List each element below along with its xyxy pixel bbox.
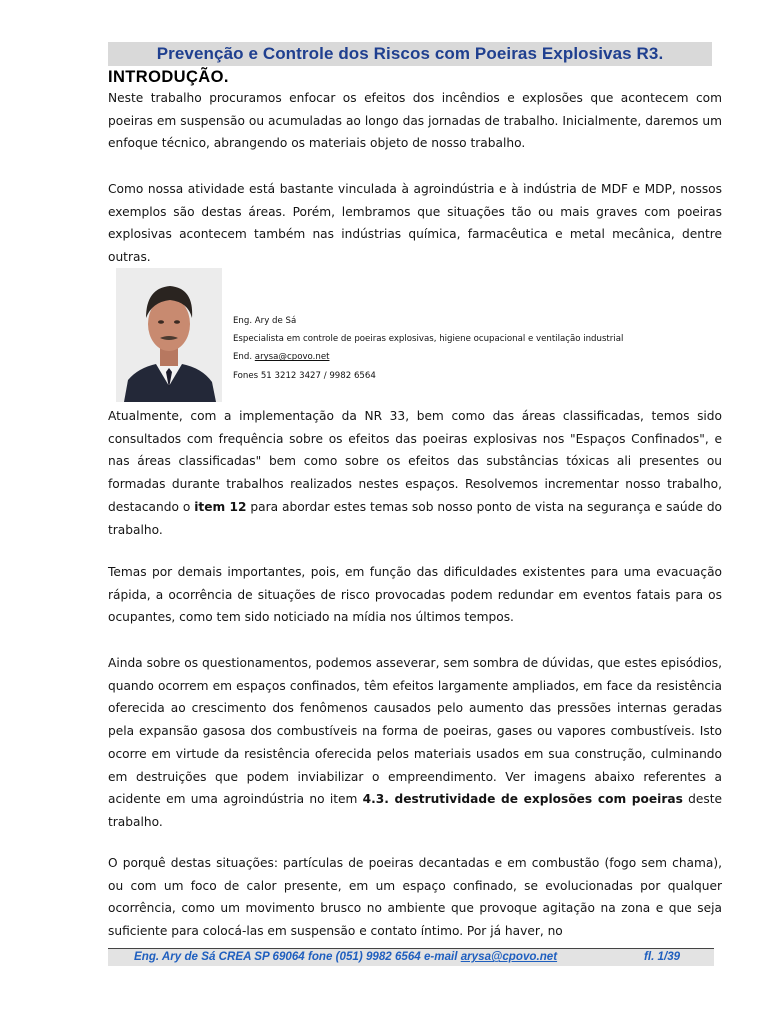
paragraph-intro: Neste trabalho procuramos enfocar os efeitos dos incêndios e explosões que acontecem com poeiras em suspensão ou acumuladas ao longo das jornadas de trabalho. Inicialmente, daremos um enfoque técnico, abrangendo os materiais objeto de nosso trabalho. <box>108 91 722 151</box>
paragraph-nr33-text: Atualmente, com a implementação da NR 33, bem como das áreas classificadas, temos sido consultados com frequência sobre os efeitos das poeiras explosivas nos "Espaços Confinados", e nas áreas classificadas" bem como sobre os efeitos das substâncias tóxicas ali presentes ou formadas durante trabalhos realizados nestes espaços. Resolvemos incrementar nosso trabalho, destacando o <box>108 409 722 514</box>
footer-text <box>134 950 557 963</box>
author-email-row <box>233 348 623 366</box>
author-email-link[interactable]: arysa@cpovo.net <box>254 352 330 363</box>
paragraph-nr33-text-end: para abordar estes temas sob nosso ponto de vista na segurança e saúde do trabalho. <box>108 499 723 537</box>
item-12-highlight: item 12 <box>194 499 247 514</box>
paragraph-themes: Temas por demais importantes, pois, em função das dificuldades existentes para uma evacuação rápida, a ocorrência de situações de risco provocadas podem redundar em eventos fatais para os ocupantes, como tem sido noticiado na mídia nos últimos tempos. <box>108 565 722 625</box>
footer-email-link[interactable]: arysa@cpovo.net <box>460 950 558 963</box>
item-4-3-highlight: 4.3. destrutividade de explosões com poeiras <box>362 792 683 807</box>
author-info <box>233 312 623 385</box>
author-photo <box>116 268 222 402</box>
paragraph-questions-text-end: deste trabalho. <box>108 792 722 829</box>
paragraph-nr33 <box>108 405 722 541</box>
author-specialty: Especialista em controle de poeiras explosivas, higiene ocupacional e ventilação industrial <box>233 334 624 345</box>
paragraph-activity: Como nossa atividade está bastante vinculada à agroindústria e à indústria de MDF e MDP, nossos exemplos são destas áreas. Porém, lembramos que situações tão ou mais graves com poeiras explosivas acontecem também nas indústrias química, farmacêutica e metal mecânica, dentre outras. <box>108 182 722 265</box>
author-name: Eng. Ary de Sá <box>233 316 297 326</box>
paragraph-questions <box>108 652 722 834</box>
header-bar <box>108 42 712 66</box>
paragraph-questions-text: Ainda sobre os questionamentos, podemos asseverar, sem sombra de dúvidas, que estes episódios, quando ocorrem em espaços confinados, têm efeitos largamente ampliados, em face da resistência oferecida ao crescimento dos fenômenos causados pelo aumento das pressões internas geradas pela expansão gasosa dos combustíveis na forma de poeiras, gases ou vapores combustíveis. Isto ocorre em virtude da resistência oferecida pelos materiais usados em sua construção, culminando em destruições que podem inviabilizar o empreendimento. Ver imagens abaixo referentes a acidente em uma agroindústria no item <box>108 656 722 807</box>
footer-contact: Eng. Ary de Sá CREA SP 69064 fone (051) 9982 6564 e-mail <box>134 950 461 963</box>
footer-page-number: fl. 1/39 <box>644 950 681 963</box>
section-heading: INTRODUÇÃO. <box>108 68 229 86</box>
author-email-label: End. <box>233 352 255 363</box>
paragraph-why: O porquê destas situações: partículas de poeiras decantadas e em combustão (fogo sem chama), ou com um foco de calor presente, em um espaço confinado, se evolucionadas por qualquer ocorrência, como um movimento brusco no ambiente que provoque agitação na zona e que seja suficiente para colocá-las em suspensão e contato íntimo. Por já haver, no <box>108 856 722 939</box>
document-title: Prevenção e Controle dos Riscos com Poeiras Explosivas R3. <box>156 44 664 63</box>
author-phones: Fones 51 3212 3427 / 9982 6564 <box>233 370 376 381</box>
